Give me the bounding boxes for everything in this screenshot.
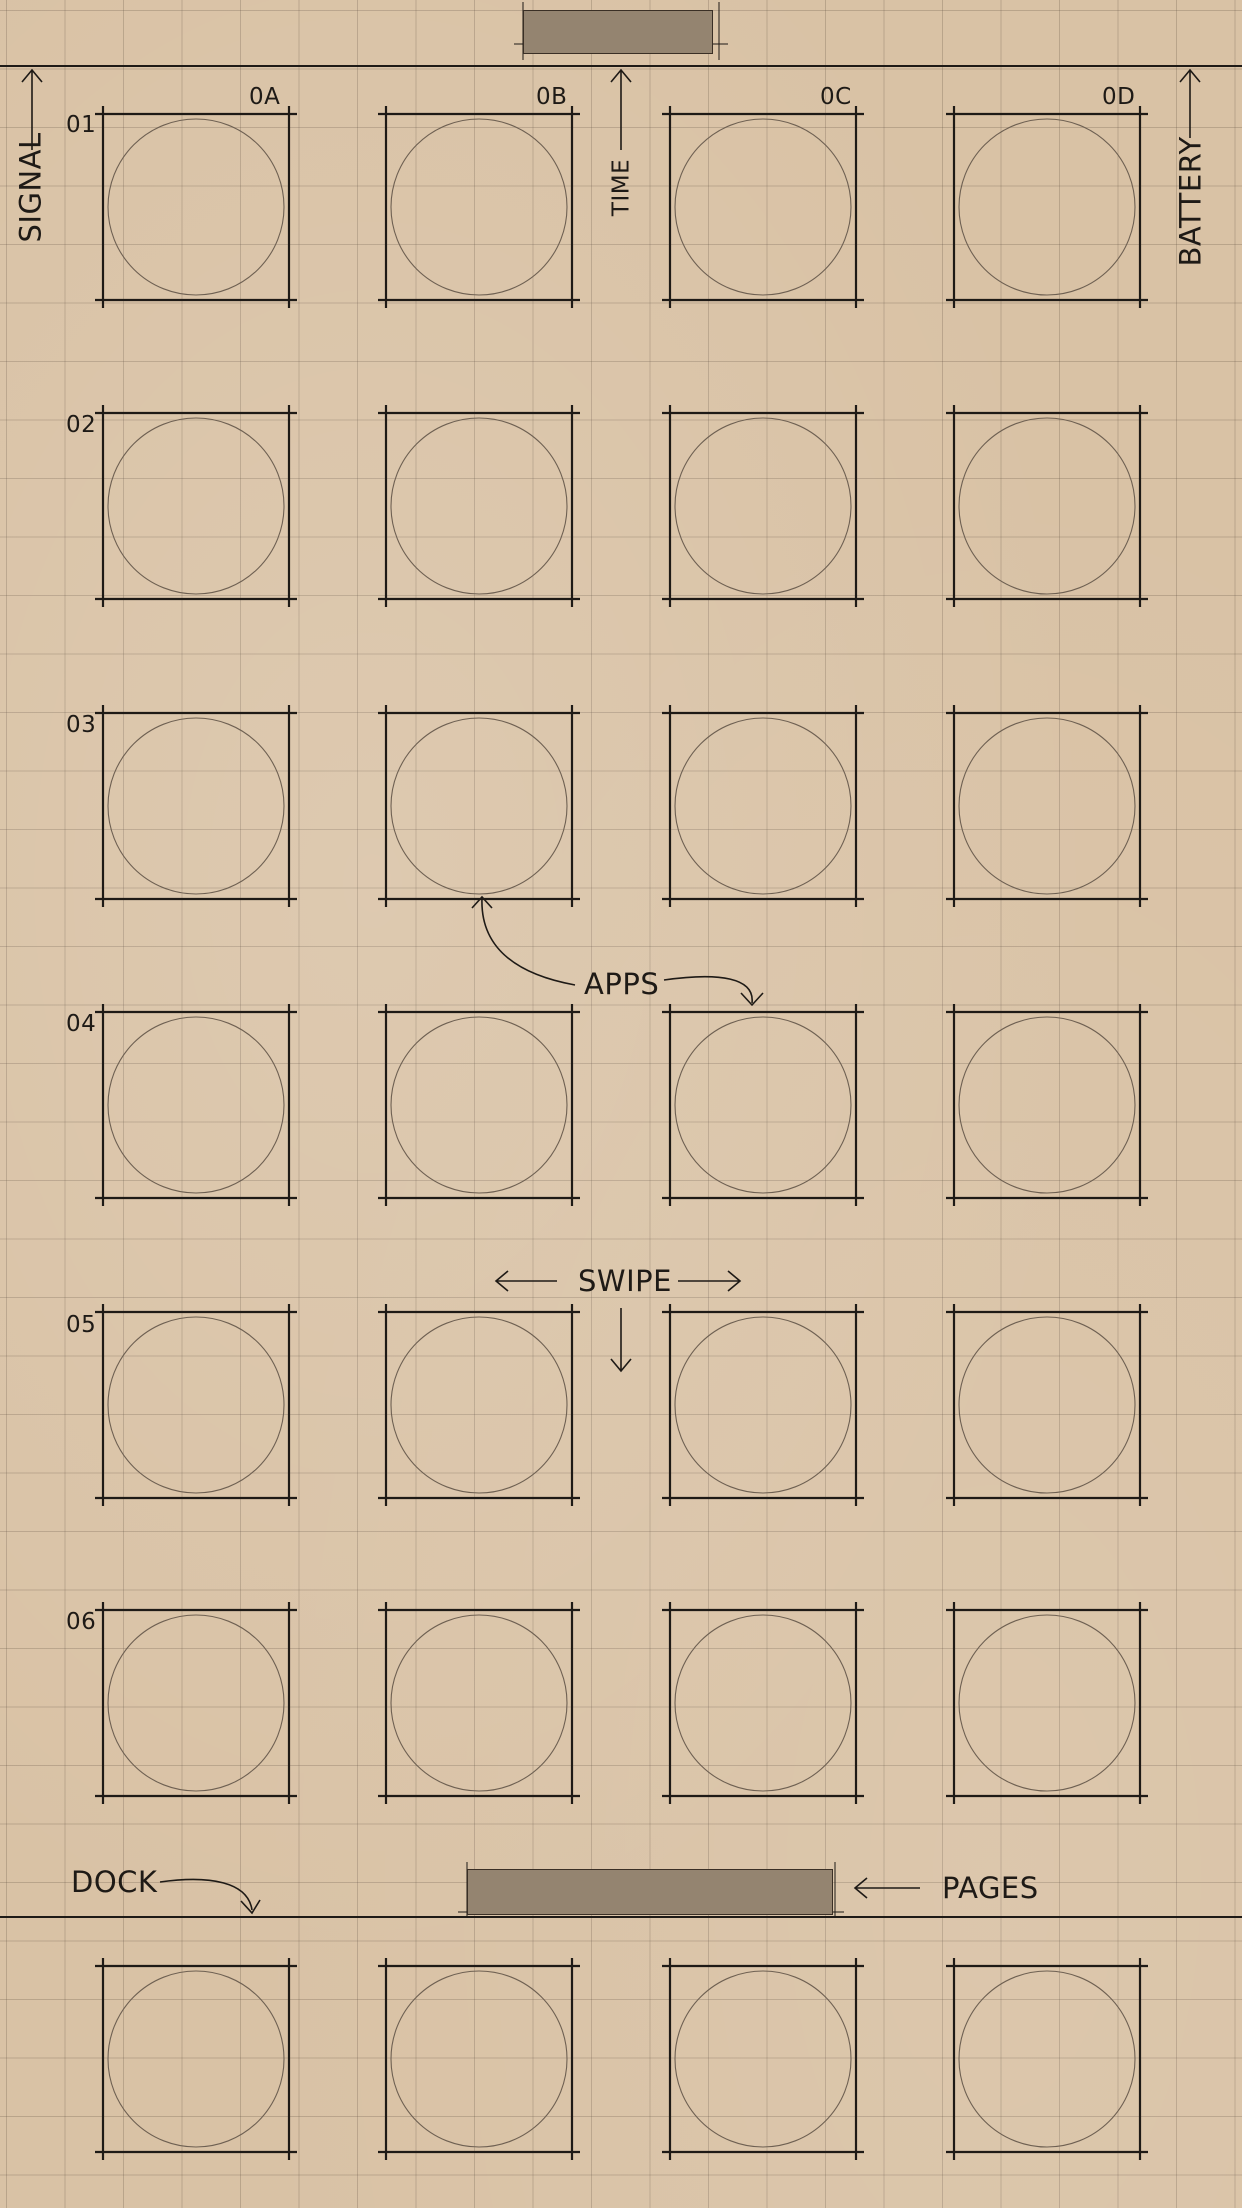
row-label-06: 06 — [66, 1609, 97, 1635]
swipe-arrow-right — [678, 1271, 740, 1291]
column-label-0c: 0C — [820, 84, 852, 110]
app-icon-slot-r6c4[interactable] — [954, 1610, 1140, 1796]
app-icon-slot-r4c3[interactable] — [670, 1012, 856, 1198]
app-icon-slot-r2c4[interactable] — [954, 413, 1140, 599]
app-icon-slot-r1c2[interactable] — [386, 114, 572, 300]
app-icon-slot-r5c2[interactable] — [386, 1312, 572, 1498]
app-icon-slot-r1c3[interactable] — [670, 114, 856, 300]
time-arrow — [611, 70, 631, 150]
pages-arrow — [855, 1878, 920, 1898]
column-label-0b: 0B — [536, 84, 568, 110]
battery-label: BATTERY — [1173, 136, 1208, 267]
app-icon-slot-r2c2[interactable] — [386, 413, 572, 599]
swipe-arrow-left — [496, 1271, 557, 1291]
app-icon-slot-r5c3[interactable] — [670, 1312, 856, 1498]
row-label-04: 04 — [66, 1011, 97, 1037]
apps-arrow-left — [472, 897, 575, 985]
swipe-label: SWIPE — [578, 1264, 672, 1298]
apps-label: APPS — [584, 967, 660, 1001]
app-icon-slot-r6c1[interactable] — [103, 1610, 289, 1796]
apps-arrow-right — [664, 977, 763, 1005]
dock-arrow — [160, 1879, 260, 1913]
dock-label: DOCK — [71, 1865, 158, 1899]
app-icon-slot-r3c3[interactable] — [670, 713, 856, 899]
app-icon-slot-r4c2[interactable] — [386, 1012, 572, 1198]
column-label-0a: 0A — [249, 84, 281, 110]
pages-label: PAGES — [942, 1871, 1039, 1905]
app-icon-slot-r6c2[interactable] — [386, 1610, 572, 1796]
swipe-arrow-down — [611, 1308, 631, 1371]
app-icon-slot-r2c1[interactable] — [103, 413, 289, 599]
app-icon-slot-r3c1[interactable] — [103, 713, 289, 899]
signal-label: SIGNAL — [13, 132, 48, 243]
app-icon-slot-r3c4[interactable] — [954, 713, 1140, 899]
app-icon-slot-r4c1[interactable] — [103, 1012, 289, 1198]
app-icon-slot-r5c4[interactable] — [954, 1312, 1140, 1498]
app-icon-slot-r1c1[interactable] — [103, 114, 289, 300]
battery-arrow — [1180, 70, 1200, 138]
app-icon-slot-r6c3[interactable] — [670, 1610, 856, 1796]
row-label-01: 01 — [66, 112, 97, 138]
page-indicator-bar — [467, 1869, 833, 1915]
row-label-05: 05 — [66, 1312, 97, 1338]
app-icon-slot-r2c3[interactable] — [670, 413, 856, 599]
app-icon-slot-r1c4[interactable] — [954, 114, 1140, 300]
dock-icon-slot-1[interactable] — [103, 1966, 289, 2152]
dock-icon-slot-3[interactable] — [670, 1966, 856, 2152]
row-label-02: 02 — [66, 412, 97, 438]
app-icon-slot-r4c4[interactable] — [954, 1012, 1140, 1198]
time-label: TIME — [608, 158, 635, 217]
row-label-03: 03 — [66, 712, 97, 738]
status-notch-bar — [523, 10, 713, 54]
column-label-0d: 0D — [1102, 84, 1136, 110]
app-icon-slot-r3c2[interactable] — [386, 713, 572, 899]
dock-icon-slot-2[interactable] — [386, 1966, 572, 2152]
dock-icon-slot-4[interactable] — [954, 1966, 1140, 2152]
app-icon-slot-r5c1[interactable] — [103, 1312, 289, 1498]
